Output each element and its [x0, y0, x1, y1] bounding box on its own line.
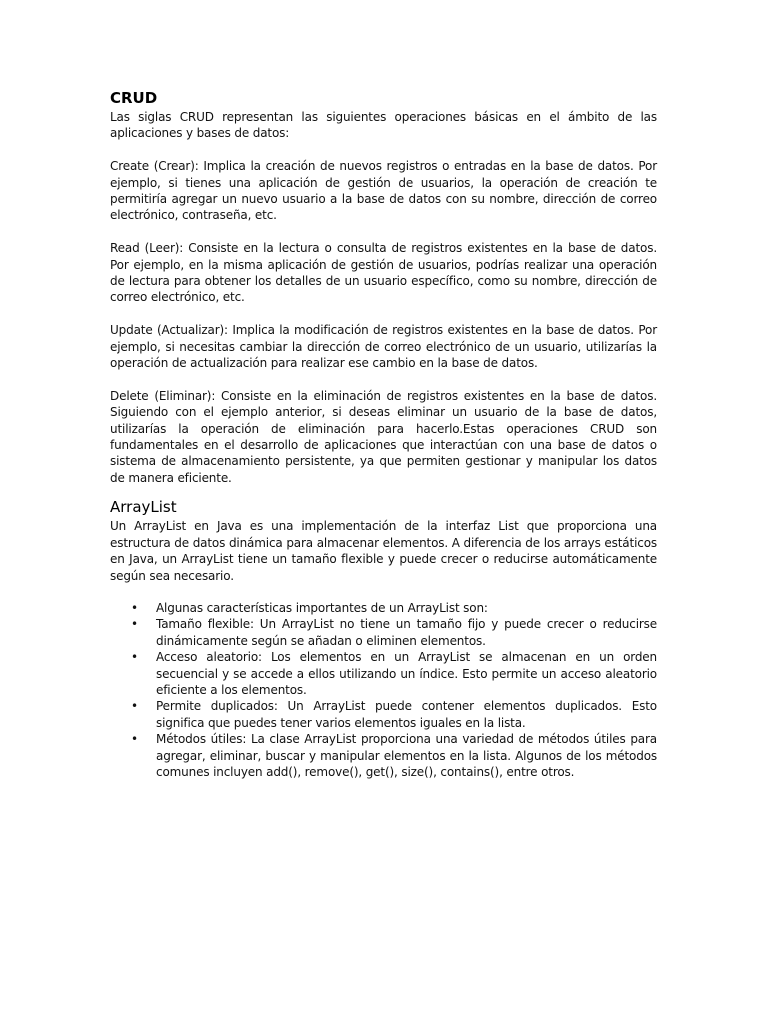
crud-update-paragraph: Update (Actualizar): Implica la modificación de registros existentes en la base de datos. Por ejemplo, si necesitas cambiar la dirección de correo electrónico de un usuario, utilizarías la operación de actualización para realizar ese cambio en la base de datos.: [110, 323, 657, 371]
list-item: [110, 600, 657, 616]
list-item-text: Métodos útiles: La clase ArrayList proporciona una variedad de métodos útiles para agregar, eliminar, buscar y manipular elementos en la lista. Algunos de los métodos comunes incluyen add(), remove(), get(), size(), contains(), entre otros.: [156, 732, 657, 779]
list-item-text: Permite duplicados: Un ArrayList puede contener elementos duplicados. Esto significa que puedes tener varios elementos iguales en la lista.: [156, 699, 657, 730]
bullet-icon: •: [131, 617, 138, 632]
list-item: [110, 698, 657, 731]
paragraph-spacer: [110, 224, 657, 240]
crud-intro-paragraph: Las siglas CRUD representan las siguientes operaciones básicas en el ámbito de las aplicaciones y bases de datos:: [110, 110, 657, 141]
document-page: [110, 85, 657, 780]
crud-read-paragraph: Read (Leer): Consiste en la lectura o consulta de registros existentes en la base de datos. Por ejemplo, en la misma aplicación de gestión de usuarios, podrías realizar una operación de lectura para obtener los detalles de un usuario específico, como su nombre, dirección de correo electrónico, etc.: [110, 241, 657, 305]
paragraph-spacer: [110, 306, 657, 322]
paragraph-spacer: [110, 142, 657, 158]
arraylist-intro-paragraph: Un ArrayList en Java es una implementación de la interfaz List que proporciona una estructura de datos dinámica para almacenar elementos. A diferencia de los arrays estáticos en Java, un ArrayList tiene un tamaño flexible y puede crecer o reducirse automáticamente según sea necesario.: [110, 519, 657, 583]
list-item: [110, 731, 657, 780]
bullet-icon: •: [131, 600, 138, 615]
arraylist-heading: ArrayList: [110, 498, 177, 517]
crud-create-paragraph: Create (Crear): Implica la creación de nuevos registros o entradas en la base de datos. Por ejemplo, si tienes una aplicación de gestión de usuarios, la operación de creación te permitiría agregar un nuevo usuario a la base de datos con su nombre, dirección de correo electrónico, contraseña, etc.: [110, 159, 657, 223]
list-item-text: Acceso aleatorio: Los elementos en un ArrayList se almacenan en un orden secuencial y se accede a ellos utilizando un índice. Esto permite un acceso aleatorio eficiente a los elementos.: [156, 650, 657, 697]
crud-heading: CRUD: [110, 89, 158, 107]
bullet-icon: •: [131, 650, 138, 665]
arraylist-features-list: [110, 600, 657, 780]
bullet-icon: •: [131, 699, 138, 714]
list-item-text: Tamaño flexible: Un ArrayList no tiene un tamaño fijo y puede crecer o reducirse dinámicamente según se añadan o eliminen elementos.: [156, 617, 657, 648]
crud-delete-paragraph: Delete (Eliminar): Consiste en la eliminación de registros existentes en la base de datos. Siguiendo con el ejemplo anterior, si deseas eliminar un usuario de la base de datos, utilizarías la operación de eliminación para hacerlo.Estas operaciones CRUD son fundamentales en el desarrollo de aplicaciones que interactúan con una base de datos o sistema de almacenamiento persistente, ya que permiten gestionar y manipular los datos de manera eficiente.: [110, 388, 657, 485]
list-item-text: Algunas características importantes de un ArrayList son:: [156, 600, 488, 615]
bullet-icon: •: [131, 732, 138, 747]
list-item: [110, 649, 657, 698]
list-item: [110, 616, 657, 649]
paragraph-spacer: [110, 371, 657, 387]
